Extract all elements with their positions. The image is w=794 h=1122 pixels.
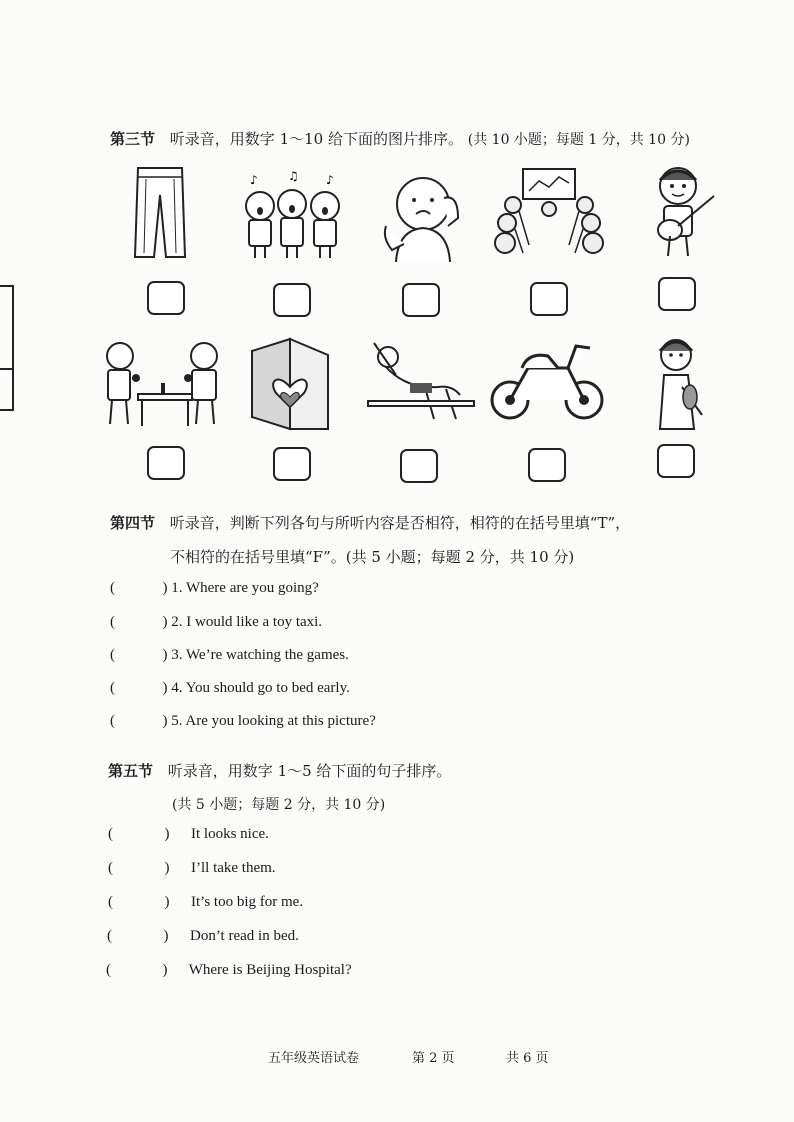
answer-bracket-open[interactable]: (: [108, 826, 113, 842]
answer-bracket-open[interactable]: (: [106, 962, 111, 978]
picture-order-box-7[interactable]: [273, 447, 311, 481]
picture-audience-watching: [493, 165, 605, 257]
section5-item-4: [107, 928, 299, 945]
section5-head: 第五节: [108, 762, 154, 780]
picture-card: [250, 337, 330, 432]
section4-title: [110, 512, 630, 533]
section5-item-2: [108, 860, 276, 877]
picture-girl-violin: [646, 335, 708, 430]
answer-bracket-close[interactable]: ): [162, 580, 168, 596]
answer-bracket-open[interactable]: (: [110, 614, 115, 630]
section5-item-1: [108, 826, 269, 843]
section5-title: [108, 760, 451, 781]
section4-item-text: 1. Where are you going?: [171, 580, 319, 596]
section4-head: 第四节: [110, 514, 156, 532]
svg-text:♪: ♪: [250, 173, 258, 187]
picture-order-box-10[interactable]: [657, 444, 695, 478]
answer-bracket-close[interactable]: ): [162, 614, 168, 630]
picture-order-box-6[interactable]: [147, 446, 185, 480]
section5-item-5: [106, 962, 352, 979]
svg-text:♪: ♪: [326, 173, 334, 187]
section5-item-text: I’ll take them.: [191, 860, 276, 876]
answer-bracket-open[interactable]: (: [107, 928, 112, 944]
answer-bracket-close[interactable]: ): [164, 826, 170, 842]
footer-page-number: 第 2 页: [412, 1051, 455, 1066]
picture-order-box-9[interactable]: [528, 448, 566, 482]
picture-order-box-5[interactable]: [658, 277, 696, 311]
answer-bracket-open[interactable]: (: [108, 894, 113, 910]
section5-item-text: It’s too big for me.: [191, 894, 304, 910]
picture-order-box-2[interactable]: [273, 283, 311, 317]
answer-bracket-close[interactable]: ): [164, 894, 170, 910]
answer-bracket-close[interactable]: ): [162, 713, 168, 729]
binding-margin-divider: [0, 368, 12, 370]
section5-item-text: Don’t read in bed.: [190, 928, 299, 944]
section4-item-3: [110, 647, 349, 664]
section5-item-text: Where is Beijing Hospital?: [188, 962, 352, 978]
picture-order-box-1[interactable]: [147, 281, 185, 315]
section4-item-text: 4. You should go to bed early.: [171, 680, 350, 696]
section5-instruction: 听录音，用数字 1～5 给下面的句子排序。: [167, 762, 452, 780]
picture-table-tennis: [100, 338, 225, 430]
binding-margin-box: [0, 285, 14, 411]
picture-trousers: [130, 165, 190, 260]
picture-children-singing: [240, 170, 345, 260]
answer-bracket-close[interactable]: ): [162, 962, 168, 978]
answer-bracket-close[interactable]: ): [162, 680, 168, 696]
footer-total-pages: 共 6 页: [506, 1051, 549, 1066]
section5-item-text: It looks nice.: [191, 826, 269, 842]
section3-note: (共 10 小题；每题 1 分，共 10 分): [467, 132, 690, 148]
section4-instruction-line2: 不相符的在括号里填“F”。(共 5 小题；每题 2 分，共 10 分): [170, 548, 575, 566]
section4-instruction: 听录音，判断下列各句与所听内容是否相符，相符的在括号里填“T”，: [169, 514, 631, 532]
answer-bracket-close[interactable]: ): [164, 860, 170, 876]
section5-item-3: [108, 894, 303, 911]
answer-bracket-open[interactable]: (: [110, 680, 115, 696]
picture-order-box-8[interactable]: [400, 449, 438, 483]
svg-text:♫: ♫: [288, 170, 299, 183]
section3-instruction: 听录音，用数字 1～10 给下面的图片排序。: [169, 130, 463, 148]
answer-bracket-open[interactable]: (: [110, 647, 115, 663]
answer-bracket-open[interactable]: (: [110, 580, 115, 596]
section4-item-5: [110, 713, 376, 730]
answer-bracket-open[interactable]: (: [110, 713, 115, 729]
section4-item-text: 2. I would like a toy taxi.: [171, 614, 323, 630]
picture-order-box-3[interactable]: [402, 283, 440, 317]
section4-item-text: 3. We’re watching the games.: [171, 647, 349, 663]
picture-order-box-4[interactable]: [530, 282, 568, 316]
section3-head: 第三节: [110, 130, 156, 148]
answer-bracket-open[interactable]: (: [108, 860, 113, 876]
footer-subject: 五年级英语试卷: [268, 1051, 360, 1066]
section4-item-4: [110, 680, 350, 697]
section4-item-1: [110, 580, 319, 597]
section4-item-2: [110, 614, 322, 631]
picture-high-jump: [366, 335, 476, 435]
section3-title: [110, 128, 690, 149]
picture-boy-guitar: [648, 160, 718, 260]
picture-child-toothache: [378, 168, 468, 263]
section4-item-text: 5. Are you looking at this picture?: [171, 713, 376, 729]
answer-bracket-close[interactable]: ): [163, 928, 169, 944]
answer-bracket-close[interactable]: ): [162, 647, 168, 663]
section5-note: (共 5 小题；每题 2 分，共 10 分): [172, 797, 386, 813]
picture-motorbike: [488, 338, 606, 423]
